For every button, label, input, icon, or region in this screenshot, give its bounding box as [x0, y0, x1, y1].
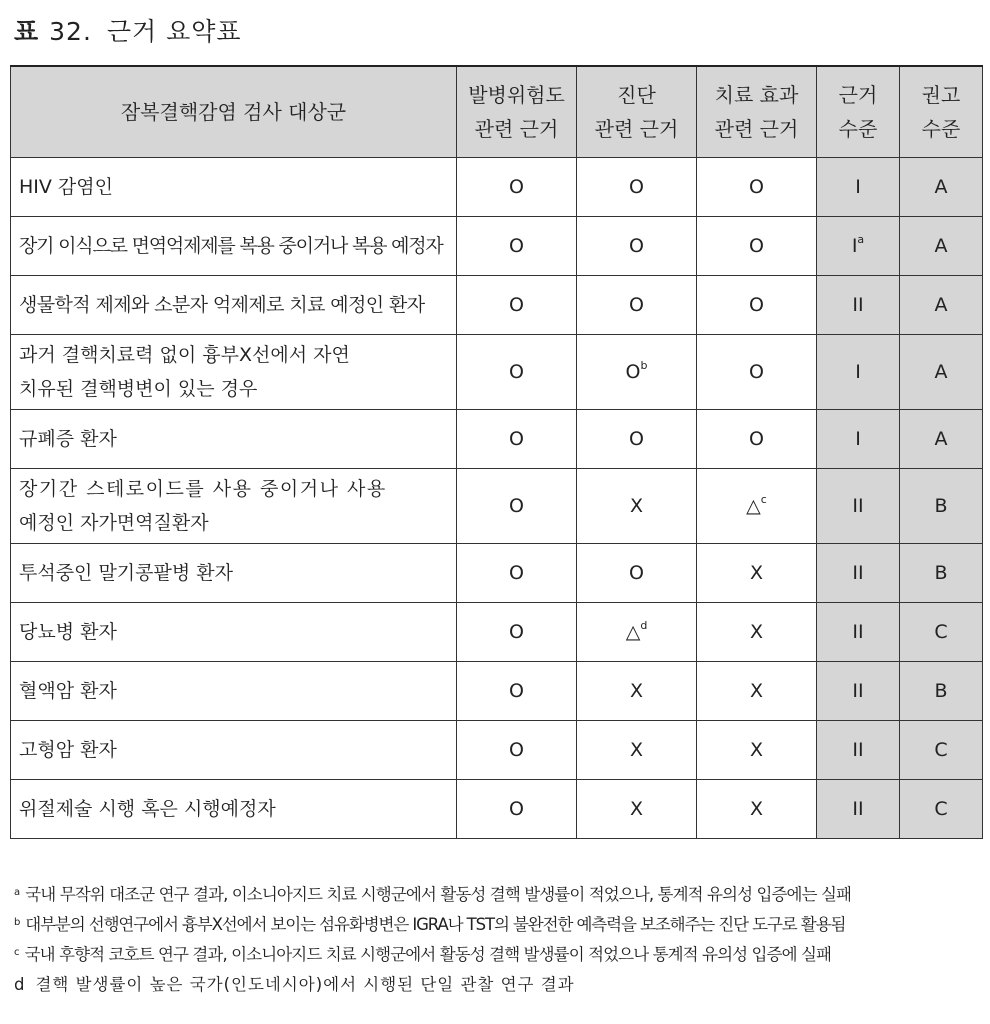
row-category-line: 당뇨병 환자 [19, 621, 117, 643]
cell-risk: O [457, 276, 577, 335]
cell-evidence-value: II [852, 294, 864, 316]
table-row [11, 410, 983, 469]
row-category [11, 544, 457, 603]
cell-diagnosis [577, 410, 697, 469]
cell-treatment-value: X [749, 798, 764, 820]
cell-evidence-value: I [855, 176, 861, 198]
cell-risk: O [457, 158, 577, 217]
cell-evidence [817, 780, 900, 839]
cell-recommendation: A [900, 158, 983, 217]
footnote-mark: d [14, 975, 26, 994]
header-recommendation-line1: 권고 [921, 83, 961, 107]
cell-diagnosis-value: O [629, 176, 644, 198]
row-category [11, 603, 457, 662]
cell-diagnosis [577, 603, 697, 662]
cell-diagnosis [577, 721, 697, 780]
cell-risk: O [457, 780, 577, 839]
header-evidence [817, 66, 900, 158]
cell-evidence [817, 217, 900, 276]
row-category [11, 410, 457, 469]
row-category [11, 662, 457, 721]
cell-evidence-value: II [852, 798, 864, 820]
cell-treatment [697, 721, 817, 780]
footnote-mark: a [14, 887, 20, 898]
header-treatment-line1: 치료 효과 [714, 83, 799, 107]
cell-recommendation: B [900, 662, 983, 721]
table-header-row [11, 66, 983, 158]
cell-diagnosis-value: O [629, 428, 644, 450]
cell-diagnosis [577, 544, 697, 603]
cell-evidence [817, 662, 900, 721]
row-category [11, 721, 457, 780]
cell-treatment-value: X [749, 621, 764, 643]
cell-risk: O [457, 662, 577, 721]
cell-evidence-value: I [851, 235, 858, 257]
row-category-line: 고형암 환자 [19, 739, 117, 761]
cell-diagnosis-value: △ [625, 621, 641, 643]
header-treatment-line2: 관련 근거 [714, 117, 799, 141]
cell-treatment [697, 603, 817, 662]
table-title-label: 표 [14, 17, 40, 46]
cell-diagnosis-value: O [629, 294, 644, 316]
table-row [11, 158, 983, 217]
cell-treatment [697, 335, 817, 410]
table-row [11, 217, 983, 276]
header-treatment [697, 66, 817, 158]
cell-risk: O [457, 721, 577, 780]
header-diagnosis [577, 66, 697, 158]
footnote-text: 국내 무작위 대조군 연구 결과, 이소니아지드 치료 시행군에서 활동성 결핵 발생률이 적었으나, 통계적 유의성 입증에는 실패 [25, 885, 852, 904]
cell-evidence-value: I [855, 361, 861, 383]
cell-treatment [697, 158, 817, 217]
row-category-line: 투석중인 말기콩팥병 환자 [19, 562, 233, 584]
cell-recommendation: B [900, 469, 983, 544]
cell-diagnosis-note: d [640, 619, 648, 632]
cell-diagnosis-note: b [640, 359, 648, 372]
cell-risk: O [457, 544, 577, 603]
header-category: 잠복결핵감염 검사 대상군 [11, 66, 457, 158]
cell-treatment [697, 780, 817, 839]
cell-treatment-value: O [749, 428, 764, 450]
cell-treatment-value: O [749, 235, 764, 257]
row-category-line: HIV 감염인 [19, 176, 113, 198]
cell-treatment-value: O [749, 294, 764, 316]
header-risk [457, 66, 577, 158]
header-risk-line1: 발병위험도 [468, 83, 565, 107]
footnote-text: 결핵 발생률이 높은 국가(인도네시아)에서 시행된 단일 관찰 연구 결과 [35, 975, 575, 994]
cell-evidence [817, 410, 900, 469]
cell-evidence-note: a [857, 233, 865, 246]
row-category [11, 469, 457, 544]
table-row [11, 780, 983, 839]
row-category-line: 생물학적 제제와 소분자 억제제로 치료 예정인 환자 [19, 294, 425, 316]
row-category [11, 217, 457, 276]
footnote-mark: b [14, 917, 20, 928]
table-title-number: 32. [49, 17, 92, 46]
cell-recommendation: A [900, 276, 983, 335]
header-recommendation [900, 66, 983, 158]
cell-recommendation: A [900, 217, 983, 276]
header-evidence-line2: 수준 [838, 117, 878, 141]
cell-evidence-value: II [852, 739, 864, 761]
cell-risk: O [457, 410, 577, 469]
table-row [11, 335, 983, 410]
cell-treatment-value: X [749, 739, 764, 761]
cell-diagnosis [577, 662, 697, 721]
footnote-a [14, 880, 984, 910]
cell-diagnosis [577, 335, 697, 410]
cell-recommendation: C [900, 780, 983, 839]
table-row [11, 469, 983, 544]
cell-recommendation: A [900, 410, 983, 469]
cell-risk: O [457, 603, 577, 662]
cell-treatment-value: X [749, 680, 764, 702]
footnotes [14, 880, 984, 1000]
cell-recommendation: C [900, 603, 983, 662]
cell-treatment [697, 544, 817, 603]
cell-recommendation: C [900, 721, 983, 780]
cell-evidence-value: II [852, 562, 864, 584]
cell-evidence-value: II [852, 495, 864, 517]
cell-evidence [817, 335, 900, 410]
row-category-line: 치유된 결핵병변이 있는 경우 [19, 378, 258, 400]
cell-diagnosis-value: X [629, 680, 644, 702]
footnote-text: 대부분의 선행연구에서 흉부X선에서 보이는 섬유화병변은 IGRA나 TST의 불완전한 예측력을 보조해주는 진단 도구로 활용됨 [25, 915, 846, 934]
cell-evidence [817, 158, 900, 217]
cell-treatment-value: △ [746, 495, 761, 517]
evidence-summary-table [10, 65, 983, 839]
footnote-c [14, 940, 984, 970]
cell-treatment [697, 276, 817, 335]
header-evidence-line1: 근거 [838, 83, 878, 107]
cell-evidence-value: II [852, 680, 864, 702]
cell-evidence [817, 721, 900, 780]
row-category-line: 예정인 자가면역질환자 [19, 512, 209, 534]
row-category-line: 과거 결핵치료력 없이 흉부X선에서 자연 [19, 344, 350, 366]
table-row [11, 721, 983, 780]
cell-diagnosis-value: O [629, 562, 644, 584]
cell-treatment [697, 410, 817, 469]
footnote-mark: c [14, 947, 19, 958]
row-category [11, 276, 457, 335]
cell-treatment [697, 469, 817, 544]
header-recommendation-line2: 수준 [921, 117, 961, 141]
cell-diagnosis-value: X [629, 739, 644, 761]
cell-treatment-value: O [749, 361, 764, 383]
header-diagnosis-line2: 관련 근거 [594, 117, 679, 141]
cell-treatment [697, 217, 817, 276]
footnote-text: 국내 후향적 코호트 연구 결과, 이소니아지드 치료 시행군에서 활동성 결핵 발생률이 적었으나 통계적 유의성 입증에 실패 [24, 945, 832, 964]
footnote-b [14, 910, 984, 940]
cell-diagnosis-value: O [625, 361, 641, 383]
cell-evidence-value: I [855, 428, 861, 450]
cell-recommendation: A [900, 335, 983, 410]
cell-risk: O [457, 469, 577, 544]
row-category [11, 158, 457, 217]
cell-diagnosis-value: X [629, 798, 644, 820]
table-row [11, 662, 983, 721]
row-category-line: 혈액암 환자 [19, 680, 117, 702]
cell-evidence [817, 276, 900, 335]
row-category-line: 규폐증 환자 [19, 428, 117, 450]
table-title-text: 근거 요약표 [106, 17, 242, 46]
table-row [11, 276, 983, 335]
cell-evidence [817, 469, 900, 544]
cell-treatment-value: O [749, 176, 764, 198]
cell-diagnosis [577, 780, 697, 839]
cell-diagnosis [577, 469, 697, 544]
table-title [14, 12, 242, 48]
cell-evidence [817, 603, 900, 662]
cell-recommendation: B [900, 544, 983, 603]
row-category [11, 335, 457, 410]
cell-evidence [817, 544, 900, 603]
cell-evidence-value: II [852, 621, 864, 643]
cell-treatment-note: c [760, 493, 767, 506]
cell-diagnosis-value: O [629, 235, 644, 257]
row-category [11, 780, 457, 839]
row-category-line: 장기 이식으로 면역억제제를 복용 중이거나 복용 예정자 [19, 235, 443, 257]
row-category-line: 위절제술 시행 혹은 시행예정자 [19, 798, 276, 820]
footnote-d [14, 970, 984, 1000]
cell-diagnosis-value: X [629, 495, 644, 517]
cell-risk: O [457, 335, 577, 410]
row-category-line: 장기간 스테로이드를 사용 중이거나 사용 [19, 478, 387, 500]
cell-diagnosis [577, 217, 697, 276]
cell-treatment-value: X [749, 562, 764, 584]
table-row [11, 544, 983, 603]
table-row [11, 603, 983, 662]
cell-treatment [697, 662, 817, 721]
header-risk-line2: 관련 근거 [474, 117, 559, 141]
cell-diagnosis [577, 276, 697, 335]
cell-risk: O [457, 217, 577, 276]
header-diagnosis-line1: 진단 [617, 83, 656, 107]
cell-diagnosis [577, 158, 697, 217]
